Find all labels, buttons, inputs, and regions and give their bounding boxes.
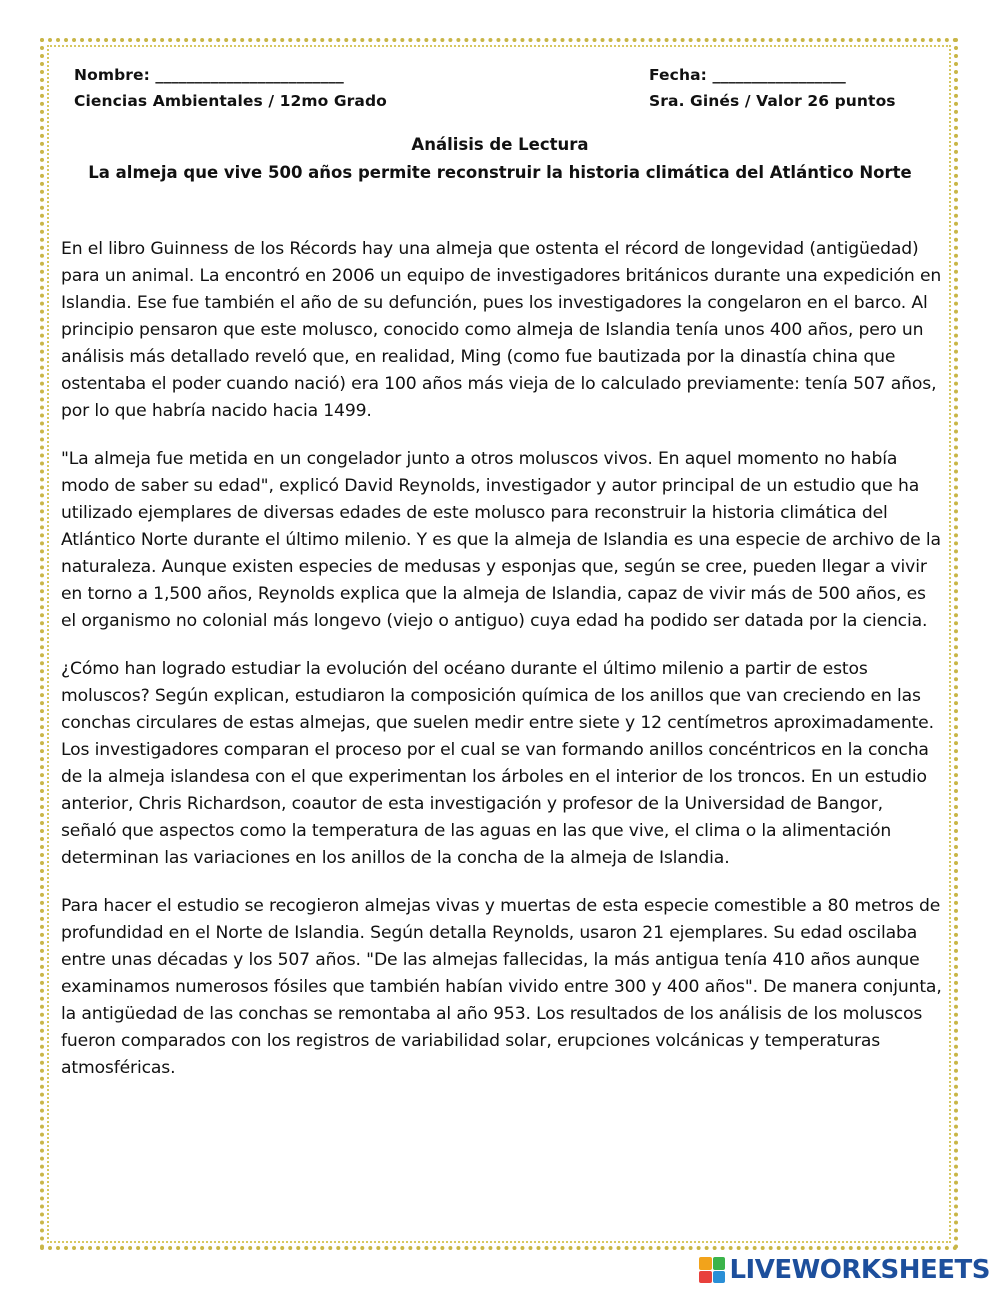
page-subtitle: La almeja que vive 500 años permite reconstruir la historia climática del Atlántico Norte bbox=[88, 163, 912, 182]
paragraph-3: ¿Cómo han logrado estudiar la evolución del océano durante el último milenio a partir de estos moluscos? Según explican, estudiaron la composición química de los anillos que van creciendo en las conchas circulares de estas almejas, que suelen medir entre siete y 12 centímetros aproximadamente. Los investigadores comparan el proceso por el cual se van formando anillos concéntricos en la concha de la almeja islandesa con el que experimentan los árboles en el interior de los troncos. En un estudio anterior, Chris Richardson, coautor de esta investigación y profesor de la Universidad de Bangor, señaló que aspectos como la temperatura de las aguas en las que vive, el clima o la alimentación determinan las variaciones en los anillos de la concha de la almeja de Islandia. bbox=[61, 659, 934, 868]
page-title: Análisis de Lectura bbox=[411, 135, 589, 154]
paragraph-4: Para hacer el estudio se recogieron almejas vivas y muertas de esta especie comestible a 80 metros de profundidad en el Norte de Islandia. Según detalla Reynolds, usaron 21 ejemplares. Su edad oscilaba entre unas décadas y los 507 años. "De las almejas fallecidas, la más antigua tenía 410 años aunque examinamos numerosos fósiles que también habían vivido entre 300 y 400 años". De manera conjunta, la antigüedad de las conchas se remontaba al año 953. Los resultados de los análisis de los moluscos fueron comparados con los registros de variabilidad solar, erupciones volcánicas y temperaturas atmosféricas. bbox=[61, 896, 942, 1078]
nombre-field[interactable]: ________________________ bbox=[155, 66, 344, 84]
fecha-label: Fecha: bbox=[649, 66, 707, 84]
course-label: Ciencias Ambientales / 12mo Grado bbox=[74, 92, 387, 110]
header-right bbox=[649, 62, 896, 114]
paragraph-1: En el libro Guinness de los Récords hay una almeja que ostenta el récord de longevidad (antigüedad) para un animal. La encontró en 2006 un equipo de investigadores británicos durante una expedición en Islandia. Ese fue también el año de su defunción, pues los investigadores la congelaron en el barco. Al principio pensaron que este molusco, conocido como almeja de Islandia tenía unos 400 años, pero un análisis más detallado reveló que, en realidad, Ming (como fue bautizada por la dinastía china que ostentaba el poder cuando nació) era 100 años más vieja de lo calculado previamente: tenía 507 años, por lo que habría nacido hacia 1499. bbox=[61, 239, 942, 421]
nombre-label: Nombre: bbox=[74, 66, 150, 84]
teacher-label: Sra. Ginés / Valor 26 puntos bbox=[649, 92, 896, 110]
logo-text: LIVEWORKSHEETS bbox=[729, 1255, 990, 1285]
header-left bbox=[74, 62, 387, 114]
paragraph-2: "La almeja fue metida en un congelador junto a otros moluscos vivos. En aquel momento no había modo de saber su edad", explicó David Reynolds, investigador y autor principal de un estudio que ha utilizado ejemplares de diversas edades de este molusco para reconstruir la historia climática del Atlántico Norte durante el último milenio. Y es que la almeja de Islandia es una especie de archivo de la naturaleza. Aunque existen especies de medusas y esponjas que, según se cree, pueden llegar a vivir en torno a 1,500 años, Reynolds explica que la almeja de Islandia, capaz de vivir más de 500 años, es el organismo no colonial más longevo (viejo o antiguo) cuya edad ha podido ser datada por la ciencia. bbox=[61, 449, 941, 631]
logo-icon bbox=[699, 1257, 725, 1283]
fecha-field[interactable]: _________________ bbox=[712, 66, 846, 84]
title-block bbox=[60, 131, 940, 187]
reading-text bbox=[61, 236, 943, 1103]
liveworksheets-logo bbox=[699, 1255, 990, 1285]
